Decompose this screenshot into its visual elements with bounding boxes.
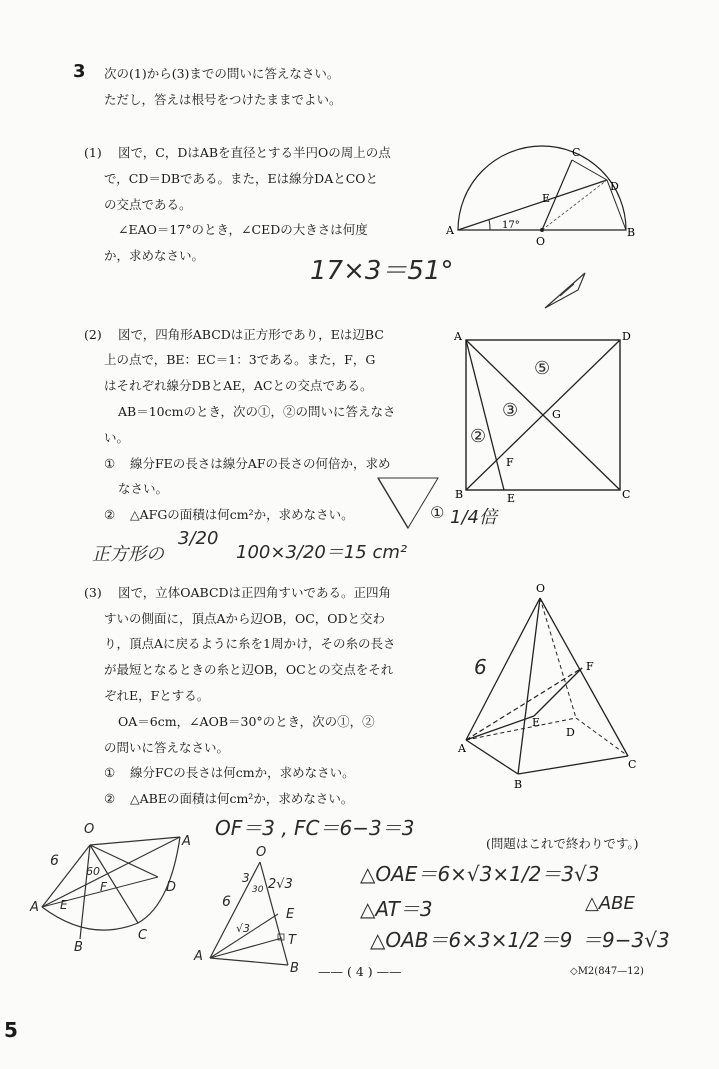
net-label-sixty: 60 [86, 865, 100, 878]
net-label-A: A [182, 834, 191, 849]
tri-label-B: B [290, 961, 299, 975]
p2-hand-square: 正方形の [92, 544, 164, 565]
tri-label-O: O [256, 845, 267, 860]
work-triangle-sketch [190, 840, 330, 975]
tri-label-2root3: 2√3 [268, 877, 293, 892]
p2-line: い。 [104, 430, 130, 445]
p3-line: 図で，立体OABCDは正四角すいである。正四角 [118, 585, 392, 600]
p3-q2-label: ② [104, 791, 116, 806]
p3-label-E: E [532, 716, 541, 729]
tri-label-thirty: 30 [252, 885, 264, 895]
p2-label-E: E [507, 492, 516, 505]
p3-line: すいの側面に，頂点Aから辺OB，OC，ODと交わ [104, 611, 386, 626]
booklet-code: ◇M2(847—12) [570, 966, 644, 977]
page-number: —— ( 4 ) —— [318, 964, 402, 979]
p1-line: ∠EAO＝17°のとき，∠CEDの大きさは何度 [118, 222, 368, 237]
p1-line: 図で，C，DはABを直径とする半円Oの周上の点 [118, 145, 391, 160]
p2-mark-5: ⑤ [534, 358, 551, 379]
p2-q1-label: ① [104, 456, 116, 471]
p3-label-A: A [458, 742, 466, 755]
tri-label-three: 3 [242, 871, 250, 885]
p1-label-C: C [572, 146, 581, 159]
p3-line: OA＝6cm，∠AOB＝30°のとき，次の①，② [118, 714, 375, 729]
p2-label-D: D [622, 330, 631, 343]
p2-square-figure [452, 326, 642, 506]
p1-label-D: D [610, 180, 619, 193]
net-label-F: F [100, 880, 107, 894]
net-label-B: B [74, 940, 83, 955]
p2-line: 上の点で，BE：EC＝1：3である。また，F，G [104, 352, 376, 367]
work-abe-value: ＝9−3√3 [582, 928, 670, 952]
work-of-fc: OF＝3 , FC＝6−3＝3 [215, 816, 415, 840]
p2-scribble-sketch [368, 468, 448, 548]
work-abe-label: △ABE [585, 893, 635, 914]
p2-mark-2: ② [470, 426, 487, 447]
question-number: 3 [73, 61, 86, 82]
p2-q1-line: 線分FEの長さは線分AFの長さの何倍か，求め [130, 456, 391, 471]
p2-q1-line: なさい。 [118, 481, 169, 496]
p2-q2-line: △AFGの面積は何cm²か，求めなさい。 [130, 507, 354, 522]
p1-scribble-triangle [540, 268, 590, 313]
question-intro: 次の(1)から(3)までの問いに答えなさい。 [104, 66, 340, 81]
p1-label-A: A [446, 224, 454, 237]
p3-label: (3) [84, 585, 102, 600]
p2-label-F: F [506, 456, 514, 469]
p3-label-C: C [628, 758, 637, 771]
p2-mark-3: ③ [502, 400, 519, 421]
tri-label-E: E [286, 907, 295, 922]
p3-pyramid-figure [458, 578, 648, 790]
p3-line: り，頂点Aに戻るように糸を1周かけ，その糸の長さ [104, 636, 396, 651]
p1-label-B: B [627, 226, 636, 239]
p1-angle-label: 17° [502, 220, 520, 231]
p3-hand-six: 6 [474, 655, 487, 679]
p1-line: の交点である。 [104, 197, 192, 212]
p2-label-B: B [455, 488, 464, 501]
p2-line: 図で，四角形ABCDは正方形であり，Eは辺BC [118, 327, 384, 342]
p2-hand-calc: 100×3/20＝15 cm² [236, 542, 408, 563]
p2-line: はそれぞれ線分DBとAE，ACとの交点である。 [104, 378, 373, 393]
p2-label-C: C [622, 488, 631, 501]
p2-hand-fraction: 3/20 [178, 528, 219, 549]
work-net-sketch [20, 815, 200, 955]
p3-label-D: D [566, 726, 575, 739]
p3-label-O: O [536, 582, 546, 595]
work-oae: △OAE＝6×√3×1/2＝3√3 [360, 862, 600, 886]
p2-label-A: A [454, 330, 462, 343]
tri-label-A: A [194, 949, 203, 964]
p2-hand-quarter: 1/4倍 [450, 507, 497, 528]
p2-hand-circle-1: ① [430, 503, 445, 522]
work-at: △AT＝3 [360, 897, 433, 921]
p3-line: が最短となるときの糸と辺OB，OCとの交点をそれ [104, 662, 394, 677]
net-label-six: 6 [50, 853, 59, 869]
tri-label-root3: √3 [236, 922, 251, 935]
work-oab: △OAB＝6×3×1/2＝9 [370, 928, 573, 952]
p3-q1-line: 線分FCの長さは何cmか，求めなさい。 [130, 765, 355, 780]
p1-line: か，求めなさい。 [104, 248, 205, 263]
question-note: ただし，答えは根号をつけたままでよい。 [104, 92, 342, 107]
corner-page-number: 5 [4, 1018, 18, 1042]
p3-line: ぞれE，Fとする。 [104, 688, 210, 703]
net-label-E: E [60, 898, 68, 912]
tri-label-T: T [288, 933, 296, 948]
p3-q2-line: △ABEの面積は何cm²か，求めなさい。 [130, 791, 354, 806]
end-note: (問題はこれで終わりです。) [486, 836, 639, 851]
p1-label: (1) [84, 145, 102, 160]
p3-line: の問いに答えなさい。 [104, 740, 230, 755]
p2-label: (2) [84, 327, 102, 342]
p1-line: で，CD＝DBである。また，Eは線分DAとCOと [104, 171, 379, 186]
p1-label-O: O [536, 235, 546, 248]
tri-label-six: 6 [222, 894, 231, 910]
p2-label-G: G [552, 408, 561, 421]
p1-label-E: E [542, 192, 551, 205]
p3-label-B: B [514, 778, 523, 790]
p1-semicircle-figure [440, 140, 640, 250]
p2-line: AB＝10cmのとき，次の①，②の問いに答えなさ [118, 404, 396, 419]
p3-label-F: F [586, 660, 594, 673]
p3-q1-label: ① [104, 765, 116, 780]
net-label-O: O [84, 822, 95, 837]
net-label-D: D [166, 880, 177, 895]
p1-handwritten-answer: 17×3＝51° [310, 256, 454, 286]
net-label-A: A [30, 900, 39, 915]
p2-q2-label: ② [104, 507, 116, 522]
net-label-C: C [138, 928, 148, 943]
